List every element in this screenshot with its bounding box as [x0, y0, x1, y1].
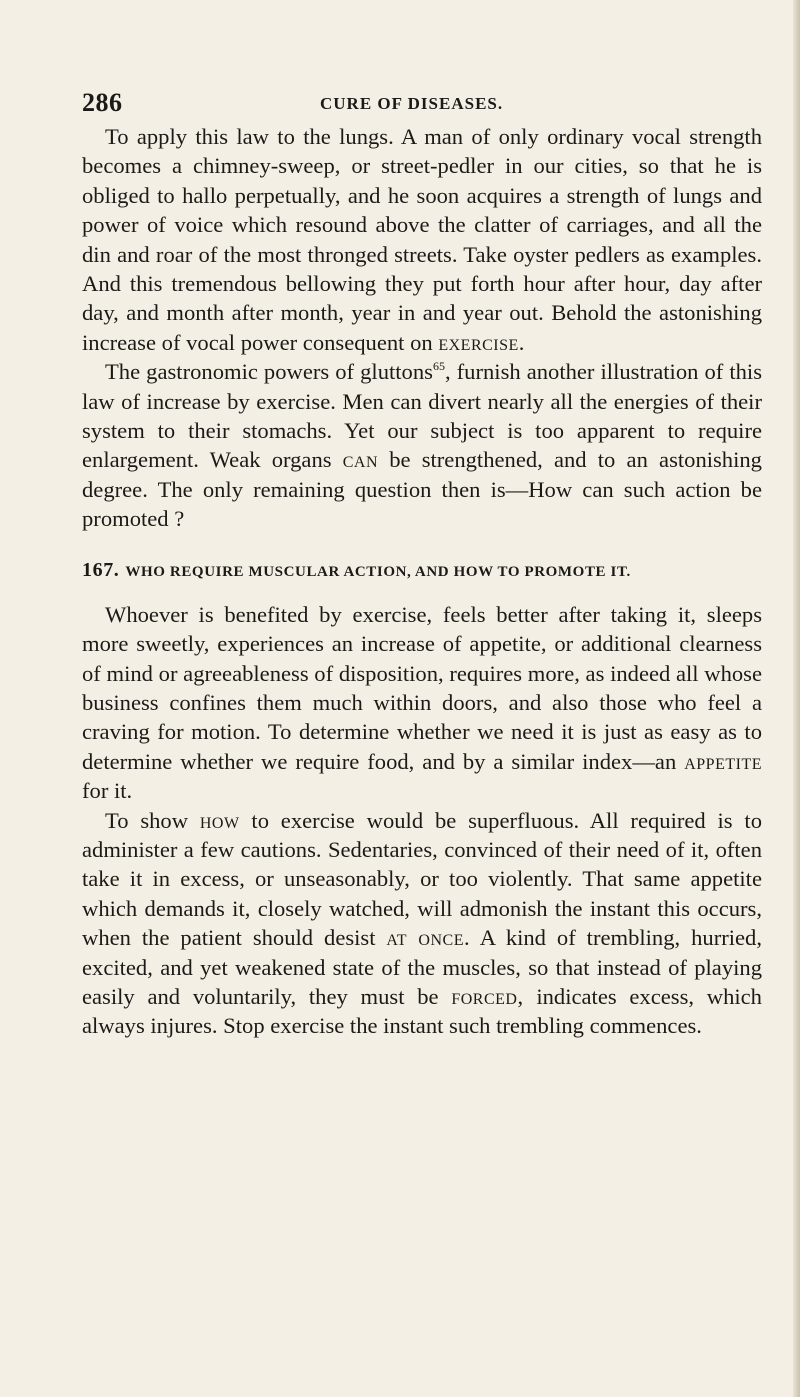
emphasis-text: exercise. [438, 329, 525, 355]
emphasis-text: forced, [451, 983, 524, 1009]
body-text [82, 122, 762, 1041]
paragraph [82, 600, 762, 806]
paragraph [82, 806, 762, 1041]
book-page [82, 88, 762, 1041]
paragraph-text: to exercise would be superfluous. All required is to administer a few cautions. Sedentaries, convinced of their need of it, often take it in excess, or unseasonably, or too violently. That same appetite which demands it, closely watched, will admonish the instant this occurs, when the patient should desist [82, 807, 762, 951]
paragraph-text: be strengthened, and to an astonishing degree. The only remaining question then is—How can such action be promoted ? [82, 447, 762, 532]
footnote-ref: 65 [432, 359, 445, 374]
page-header [82, 88, 762, 122]
paragraph-text: To show [105, 807, 200, 833]
section-number: 167. [82, 558, 120, 581]
paragraph-text: To apply this law to the lungs. A man of only ordinary vocal strength becomes a chimney-sweep, or street-pedler in our cities, so that he is obliged to hallo perpetually, and he soon acquires a strength of lungs and power of voice which resound above the clatter of carriages, and all the din and roar of the most thronged streets. Take oyster pedlers as examples. And this tremendous bellowing they put forth hour after hour, day after day, and month after month, year in and year out. Behold the astonishing increase of vocal power consequent on [82, 124, 762, 355]
emphasis-text: how [199, 807, 240, 833]
running-head: CURE OF DISEASES. [320, 94, 504, 113]
emphasis-text: can [342, 447, 379, 473]
paragraph-text: for it. [82, 778, 133, 804]
paragraph-text: indicates excess, which always injures. Stop exercise the instant such trembling commences. [82, 983, 762, 1039]
paragraph-text: The gastronomic powers of gluttons [105, 359, 433, 385]
section-heading [82, 560, 762, 582]
section-title: WHO REQUIRE MUSCULAR ACTION, AND HOW TO PROMOTE IT. [125, 563, 631, 580]
emphasis-text: at once. [386, 925, 471, 951]
paragraph-text: , furnish another illustration of this law of increase by exercise. Men can divert nearly all the energies of their system to their stomachs. Yet our subject is too apparent to require enlargement. Weak organs [82, 359, 762, 473]
paragraph-text: A kind of trembling, hurried, excited, and yet weakened state of the muscles, so that instead of playing easily and voluntarily, they must be [82, 925, 762, 1009]
paragraph-text: Whoever is benefited by exercise, feels better after taking it, sleeps more sweetly, experiences an increase of appetite, or additional clearness of mind or agreeableness of disposition, requires more, as indeed all whose business confines them much within doors, and also those who feel a craving for motion. To determine whether we need it is just as easy as to determine whether we require food, and by a similar index—an [82, 601, 762, 774]
paragraph [82, 122, 762, 357]
page-edge-shadow [793, 0, 800, 1397]
page-number: 286 [82, 88, 123, 117]
emphasis-text: appetite [684, 748, 762, 774]
paragraph [82, 357, 762, 533]
